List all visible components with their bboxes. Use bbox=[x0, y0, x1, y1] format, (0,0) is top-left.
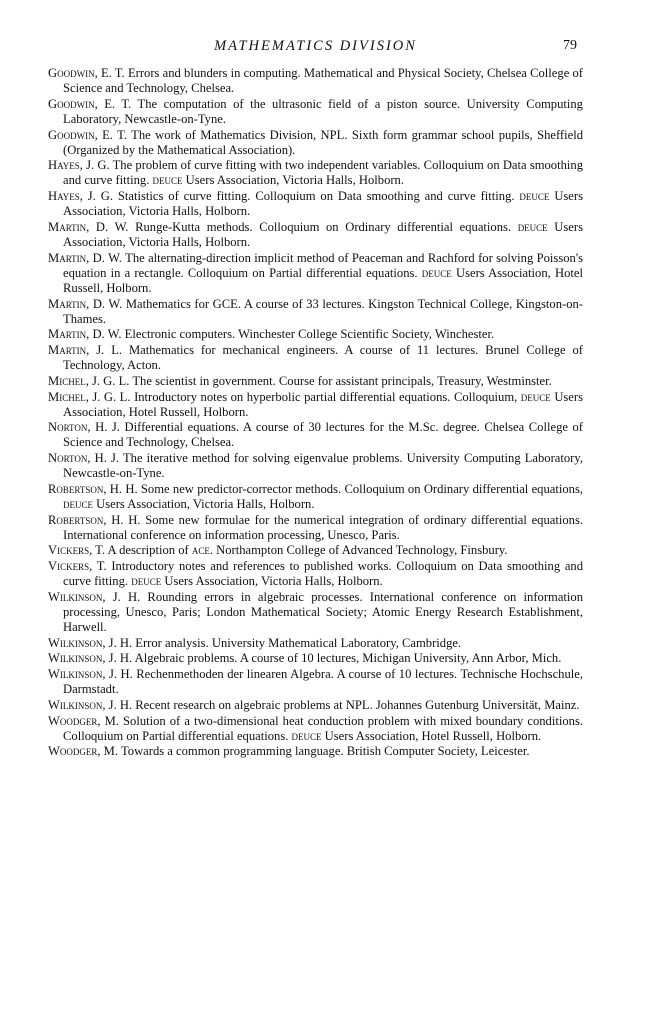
bibliography-entry bbox=[48, 220, 583, 250]
bibliography-entry bbox=[48, 97, 583, 127]
computer-name: deuce bbox=[519, 189, 550, 204]
entry-author: Wilkinson, J. H. bbox=[48, 635, 133, 650]
entry-description: The problem of curve fitting with two independent variables. Colloquium on Data smoothing and curve fitting. bbox=[63, 158, 583, 188]
bibliography-entry bbox=[48, 251, 583, 296]
bibliography-entry bbox=[48, 374, 583, 389]
computer-name: deuce bbox=[517, 219, 548, 234]
entry-author: Woodger, M. bbox=[48, 713, 119, 728]
running-title: MATHEMATICS DIVISION bbox=[214, 38, 417, 54]
entry-description: The alternating-direction implicit method of Peaceman and Rachford for solving Poisson's equation in a rectangle. Colloquium on Partial differential equations. bbox=[63, 250, 583, 280]
entry-description: Introductory notes on hyperbolic partial differential equations. Colloquium, bbox=[134, 389, 521, 404]
entry-author: Norton, H. J. bbox=[48, 451, 120, 466]
entry-description: Statistics of curve fitting. Colloquium on Data smoothing and curve fitting. bbox=[117, 189, 520, 204]
bibliography-entry bbox=[48, 343, 583, 373]
bibliography-entry bbox=[48, 451, 583, 481]
entry-author: Martin, D. W. bbox=[48, 327, 122, 342]
entry-description: Recent research on algebraic problems at NPL. Johannes Gutenburg Universität, Mainz. bbox=[135, 697, 580, 712]
entry-description: A description of bbox=[107, 543, 192, 558]
bibliography-entry bbox=[48, 636, 583, 651]
entry-description: Users Association, Victoria Halls, Holborn. bbox=[63, 189, 583, 219]
entry-author: Martin, D. W. bbox=[48, 250, 122, 265]
entry-author: Robertson, H. H. bbox=[48, 481, 138, 496]
entry-description: Users Association, Victoria Halls, Holborn. bbox=[93, 496, 315, 511]
entry-description: Mathematics for GCE. A course of 33 lectures. Kingston Technical College, Kingston-on-Thames. bbox=[63, 296, 583, 326]
bibliography-entry bbox=[48, 66, 583, 96]
entry-description: Introductory notes and references to published works. Colloquium on Data smoothing and curve fitting. bbox=[63, 559, 584, 589]
bibliography-list bbox=[48, 66, 583, 760]
entry-author: Michel, J. G. L. bbox=[48, 389, 131, 404]
bibliography-entry bbox=[48, 714, 583, 744]
entry-description: The scientist in government. Course for assistant principals, Treasury, Westminster. bbox=[132, 373, 552, 388]
entry-description: The computation of the ultrasonic field of a piston source. University Computing Laboratory, Newcastle-on-Tyne. bbox=[63, 96, 583, 126]
entry-author: Hayes, J. G. bbox=[48, 189, 113, 204]
bibliography-entry bbox=[48, 590, 583, 635]
bibliography-entry bbox=[48, 390, 583, 420]
entry-description: Error analysis. University Mathematical Laboratory, Cambridge. bbox=[135, 635, 462, 650]
entry-description: Users Association, Victoria Halls, Holborn. bbox=[161, 574, 383, 589]
bibliography-entry bbox=[48, 543, 583, 558]
entry-description: Some new predictor-corrector methods. Colloquium on Ordinary differential equations, bbox=[140, 481, 584, 496]
bibliography-entry bbox=[48, 128, 583, 158]
bibliography-entry bbox=[48, 698, 583, 713]
entry-description: Errors and blunders in computing. Mathematical and Physical Society, Chelsea College of Science and Technology, Chelsea. bbox=[63, 66, 583, 96]
entry-description: Solution of a two-dimensional heat conduction problem with mixed boundary conditions. Colloquium on Partial differential equations. bbox=[63, 713, 583, 743]
entry-description: Algebraic problems. A course of 10 lectures, Michigan University, Ann Arbor, Mich. bbox=[134, 651, 562, 666]
computer-name: deuce bbox=[152, 173, 183, 188]
entry-author: Goodwin, E. T. bbox=[48, 96, 132, 111]
entry-author: Vickers, T. bbox=[48, 559, 107, 574]
entry-description: Electronic computers. Winchester College Scientific Society, Winchester. bbox=[124, 327, 495, 342]
bibliography-entry bbox=[48, 744, 583, 759]
entry-description: Rechenmethoden der linearen Algebra. A course of 10 lectures. Technische Hochschule, Darmstadt. bbox=[63, 667, 583, 697]
entry-description: Rounding errors in algebraic processes. International conference on information processing, Unesco, Paris; London Mathematical Society; Atomic Energy Research Establishment, Harwell. bbox=[63, 589, 583, 635]
bibliography-entry bbox=[48, 327, 583, 342]
entry-description: Some new formulae for the numerical integration of ordinary differential equations. International conference on information processing, Unesco, Paris. bbox=[63, 512, 584, 542]
entry-description: The work of Mathematics Division, NPL. Sixth form grammar school pupils, Sheffield (Organized by the Mathematical Association). bbox=[63, 127, 584, 157]
entry-description: Users Association, Victoria Halls, Holborn. bbox=[182, 173, 405, 188]
entry-author: Martin, D. W. bbox=[48, 296, 123, 311]
entry-description: Users Association, Hotel Russell, Holborn. bbox=[63, 389, 583, 419]
computer-name: ace bbox=[191, 543, 210, 558]
entry-description: The iterative method for solving eigenvalue problems. University Computing Laboratory, Newcastle-on-Tyne. bbox=[63, 451, 584, 481]
entry-author: Goodwin, E. T. bbox=[48, 127, 127, 142]
bibliography-entry bbox=[48, 297, 583, 327]
entry-author: Woodger, M. bbox=[48, 744, 119, 759]
bibliography-entry bbox=[48, 189, 583, 219]
entry-author: Norton, H. J. bbox=[48, 420, 120, 435]
entry-author: Robertson, H. H. bbox=[48, 512, 141, 527]
bibliography-entry bbox=[48, 667, 583, 697]
entry-description: Differential equations. A course of 30 lectures for the M.Sc. degree. Chelsea College of Science and Technology, Chelsea. bbox=[63, 420, 584, 450]
bibliography-entry bbox=[48, 420, 583, 450]
computer-name: deuce bbox=[131, 574, 162, 589]
bibliography-entry bbox=[48, 559, 583, 589]
bibliography-entry bbox=[48, 158, 583, 188]
page-number: 79 bbox=[563, 38, 577, 53]
computer-name: deuce bbox=[63, 496, 93, 511]
entry-author: Wilkinson, J. H. bbox=[48, 667, 133, 682]
entry-description: Users Association, Hotel Russell, Holborn. bbox=[63, 265, 583, 295]
page-header bbox=[48, 38, 583, 58]
computer-name: deuce bbox=[520, 389, 551, 404]
bibliography-entry bbox=[48, 513, 583, 543]
entry-description: Users Association, Victoria Halls, Holborn. bbox=[63, 219, 583, 249]
entry-description: Users Association, Hotel Russell, Holborn. bbox=[321, 728, 542, 743]
entry-author: Michel, J. G. L. bbox=[48, 373, 130, 388]
bibliography-entry bbox=[48, 482, 583, 512]
computer-name: deuce bbox=[421, 265, 452, 280]
entry-description: Mathematics for mechanical engineers. A course of 11 lectures. Brunel College of Technology, Acton. bbox=[63, 343, 583, 373]
entry-author: Vickers, T. bbox=[48, 543, 106, 558]
computer-name: deuce bbox=[291, 728, 322, 743]
entry-description: . Northampton College of Advanced Technology, Finsbury. bbox=[209, 543, 508, 558]
bibliography-entry bbox=[48, 651, 583, 666]
entry-description: Towards a common programming language. British Computer Society, Leicester. bbox=[120, 744, 530, 759]
entry-description: Runge-Kutta methods. Colloquium on Ordinary differential equations. bbox=[135, 219, 518, 234]
entry-author: Goodwin, E. T. bbox=[48, 66, 125, 80]
entry-author: Martin, D. W. bbox=[48, 219, 129, 234]
entry-author: Wilkinson, J. H. bbox=[48, 697, 133, 712]
entry-author: Wilkinson, J. H. bbox=[48, 651, 133, 666]
entry-author: Martin, J. L. bbox=[48, 343, 123, 358]
entry-author: Hayes, J. G. bbox=[48, 158, 110, 173]
entry-author: Wilkinson, J. H. bbox=[48, 589, 141, 604]
